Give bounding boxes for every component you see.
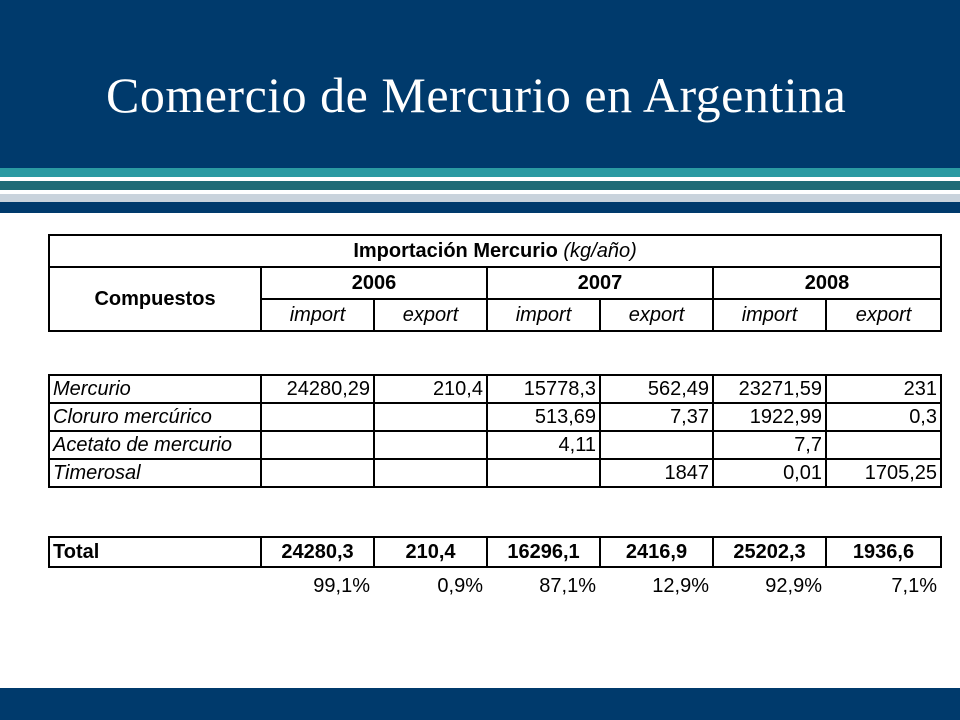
decor-stripe-teal <box>0 168 960 177</box>
subheader-import: import <box>713 299 826 331</box>
cell: 0,3 <box>826 403 941 431</box>
pct-cell: 12,9% <box>652 574 709 597</box>
cell: 7,7 <box>713 431 826 459</box>
table-title <box>49 235 941 267</box>
year-header: 2006 <box>261 267 487 299</box>
slide-title: Comercio de Mercurio en Argentina <box>106 67 847 123</box>
year-header: 2008 <box>713 267 941 299</box>
total-cell: 24280,3 <box>261 537 374 567</box>
table-title-unit: (kg/año) <box>563 240 637 262</box>
total-cell: 2416,9 <box>600 537 713 567</box>
cell: 23271,59 <box>713 375 826 403</box>
table-header <box>48 234 942 332</box>
cell: 24280,29 <box>261 375 374 403</box>
cell: 210,4 <box>374 375 487 403</box>
row-header-compuestos: Compuestos <box>49 267 261 331</box>
total-cell: 25202,3 <box>713 537 826 567</box>
data-table <box>48 374 942 488</box>
cell <box>374 403 487 431</box>
subheader-export: export <box>374 299 487 331</box>
percentages-row <box>48 573 940 599</box>
decor-stripe-navy <box>0 202 960 213</box>
year-header: 2007 <box>487 267 713 299</box>
subheader-export: export <box>826 299 941 331</box>
cell <box>374 459 487 487</box>
subheader-import: import <box>261 299 374 331</box>
table-row <box>49 375 941 403</box>
cell: 1705,25 <box>826 459 941 487</box>
pct-cell: 87,1% <box>539 574 596 597</box>
cell: 7,37 <box>600 403 713 431</box>
cell: 4,11 <box>487 431 600 459</box>
cell: 0,01 <box>713 459 826 487</box>
total-cell: 16296,1 <box>487 537 600 567</box>
cell <box>374 431 487 459</box>
cell <box>600 431 713 459</box>
row-label: Acetato de mercurio <box>49 431 261 459</box>
row-label: Timerosal <box>49 459 261 487</box>
cell: 1847 <box>600 459 713 487</box>
total-cell: 210,4 <box>374 537 487 567</box>
slide-header <box>0 0 960 168</box>
total-label: Total <box>49 537 261 567</box>
cell: 15778,3 <box>487 375 600 403</box>
total-table <box>48 536 942 568</box>
table-row <box>49 431 941 459</box>
cell <box>487 459 600 487</box>
cell: 231 <box>826 375 941 403</box>
pct-cell: 7,1% <box>891 574 937 597</box>
row-label: Cloruro mercúrico <box>49 403 261 431</box>
subheader-export: export <box>600 299 713 331</box>
total-cell: 1936,6 <box>826 537 941 567</box>
table-row <box>49 459 941 487</box>
table-title-text: Importación Mercurio <box>353 240 558 262</box>
pct-spacer <box>48 573 260 599</box>
table-row <box>49 403 941 431</box>
pct-cell: 0,9% <box>437 574 483 597</box>
cell: 1922,99 <box>713 403 826 431</box>
cell <box>826 431 941 459</box>
total-row <box>49 537 941 567</box>
cell: 562,49 <box>600 375 713 403</box>
cell <box>261 459 374 487</box>
cell <box>261 431 374 459</box>
decor-stripe-gray <box>0 194 960 202</box>
cell: 513,69 <box>487 403 600 431</box>
pct-cell: 99,1% <box>313 574 370 597</box>
row-label: Mercurio <box>49 375 261 403</box>
decor-stripe-dark-teal <box>0 181 960 190</box>
subheader-import: import <box>487 299 600 331</box>
cell <box>261 403 374 431</box>
slide-footer <box>0 688 960 720</box>
pct-cell: 92,9% <box>765 574 822 597</box>
